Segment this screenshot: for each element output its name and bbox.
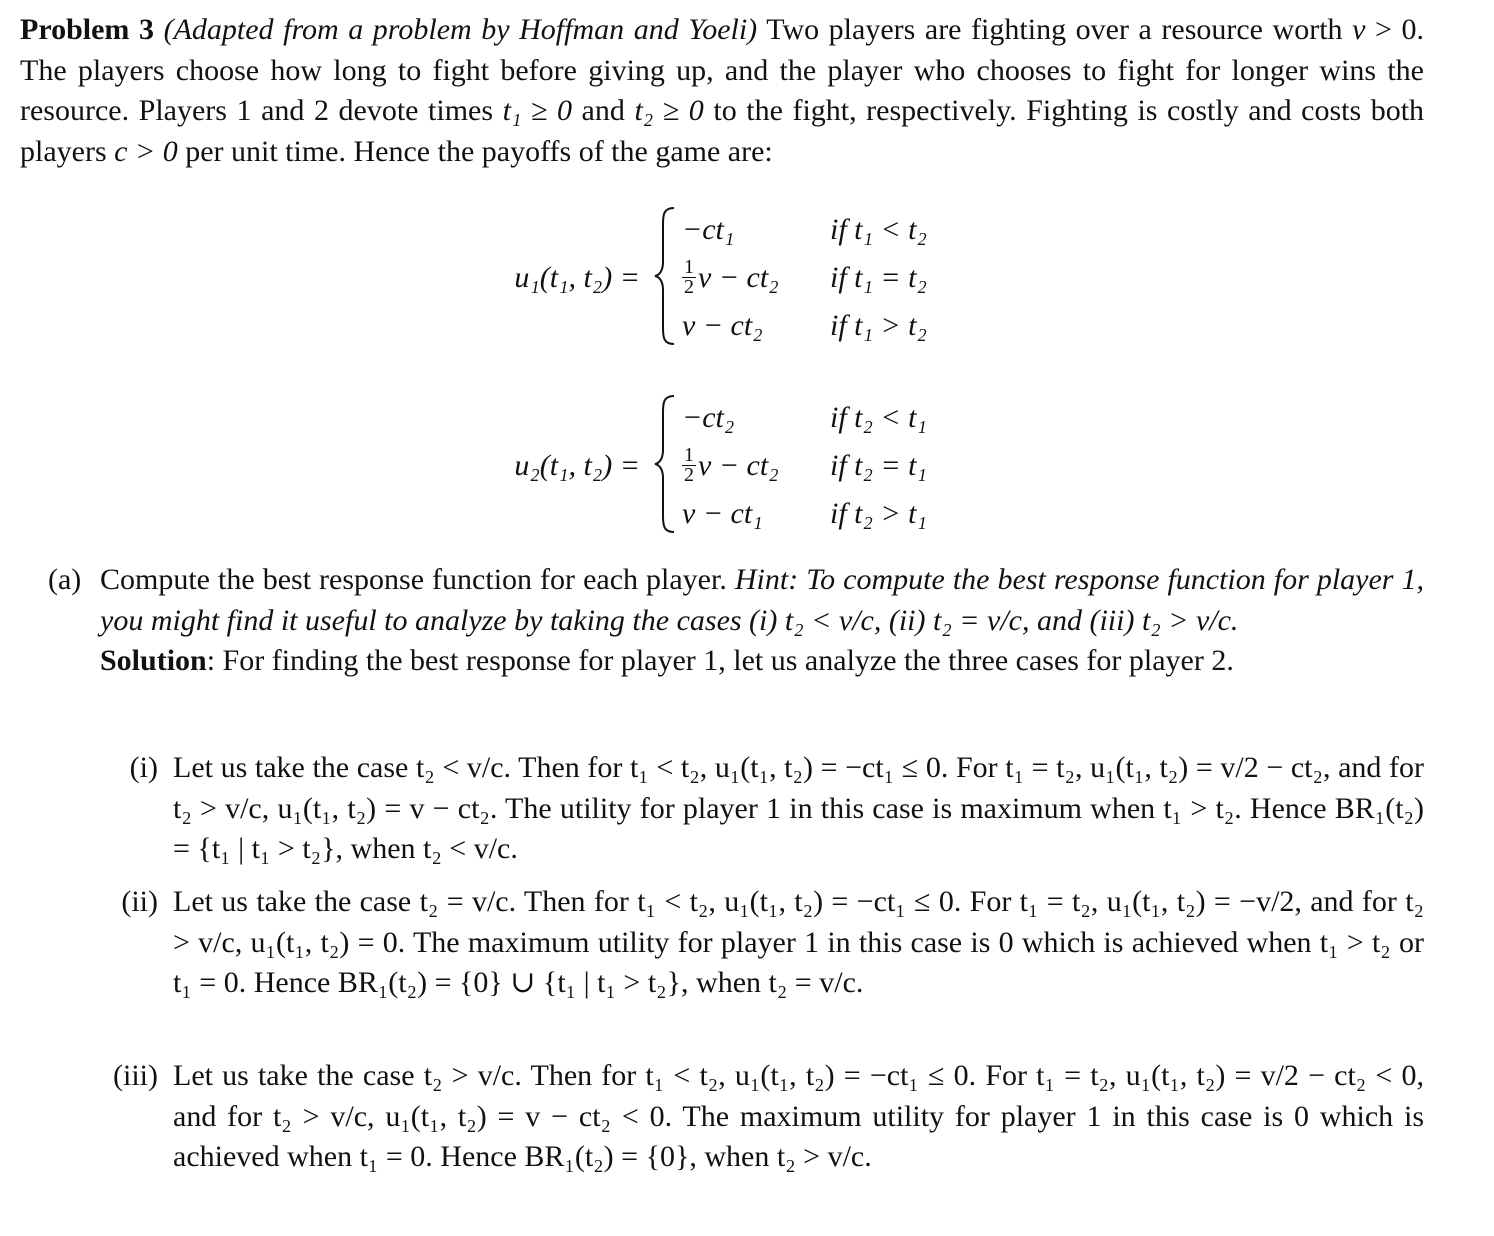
case-value: −ct₁ bbox=[682, 213, 735, 246]
part-a-label: (a) bbox=[48, 563, 82, 596]
hint-text: Hint: To compute the best response function for player 1, you might find it useful to analyze by taking the cases (i) t₂ < v/c, (ii) t₂ = v/c, and (iii) t₂ > v/c. bbox=[100, 563, 1424, 637]
case-condition: if t₂ = t₁ bbox=[830, 449, 927, 482]
question-text: Compute the best response function for each player. bbox=[100, 563, 727, 596]
math-c-gt: c > 0 bbox=[114, 134, 178, 168]
case-text: Let us take the case t₂ > v/c. Then for t₁ < t₂, u₁(t₁, t₂) = −ct₁ ≤ 0. For t₁ = t₂, u₁(t₁, t₂) = v/2 − ct₂ < 0, and for t₂ > v/c, u₁(t₁, t₂) = v − ct₂ < 0. The maximum utility for player 1 in this case is 0 which is achieved when t₁ = 0. Hence BR₁(t₂) = {0}, when t₂ > v/c. bbox=[173, 1059, 1424, 1174]
case-condition: if t₁ > t₂ bbox=[830, 309, 927, 342]
solution-label: Solution bbox=[100, 644, 207, 678]
intro-text-4: to the fight, respectively. Fighting is costly and costs both players bbox=[20, 94, 1425, 168]
left-brace-icon bbox=[654, 206, 676, 346]
case-value: v − ct₁ bbox=[682, 497, 763, 530]
case-value: v − ct₂ bbox=[682, 309, 763, 342]
payoff-u2-lhs: u₂(t₁, t₂) = bbox=[514, 449, 640, 482]
case-label: (ii) bbox=[121, 885, 158, 918]
half-fraction: $\frac{1}{2}$ bbox=[684, 255, 694, 298]
intro-text-5: per unit time. Hence the payoffs of the game are: bbox=[185, 134, 773, 168]
solution-text: : For finding the best response for player 1, let us analyze the three cases for player 2. bbox=[206, 644, 1234, 678]
problem-statement bbox=[20, 10, 1424, 172]
problem-paragraph bbox=[20, 10, 1424, 172]
case-condition: if t₁ = t₂ bbox=[830, 261, 927, 294]
case-condition: if t₂ > t₁ bbox=[830, 497, 927, 530]
payoff-u2-equation bbox=[0, 388, 1494, 538]
math-t2-ge: t₂ ≥ 0 bbox=[634, 94, 704, 128]
case-text: Let us take the case t₂ = v/c. Then for t₁ < t₂, u₁(t₁, t₂) = −ct₁ ≤ 0. For t₁ = t₂, u₁(t₁, t₂) = −v/2, and for t₂ > v/c, u₁(t₁, t₂) = 0. The maximum utility for player 1 in this case is 0 which is achieved when t₁ > t₂ or t₁ = 0. Hence BR₁(t₂) = {0} ∪ {t₁ | t₁ > t₂}, when t₂ = v/c. bbox=[173, 885, 1424, 1000]
case-value: $\frac{1}{2}$ v − ct₂ bbox=[684, 443, 779, 486]
half-fraction: $\frac{1}{2}$ bbox=[684, 443, 694, 486]
problem-source: (Adapted from a problem by Hoffman and Yoeli) bbox=[163, 13, 758, 46]
case-label: (i) bbox=[129, 751, 158, 784]
case-label: (iii) bbox=[113, 1059, 158, 1092]
math-v: v bbox=[1352, 13, 1366, 46]
intro-text-3: and bbox=[581, 94, 625, 128]
part-a-body bbox=[100, 560, 1424, 682]
payoff-u1-equation bbox=[0, 200, 1494, 350]
solution-intro bbox=[100, 641, 1424, 682]
case-value: $\frac{1}{2}$ v − ct₂ bbox=[684, 255, 779, 298]
intro-text-1: Two players are fighting over a resource worth bbox=[766, 13, 1343, 46]
problem-label: Problem 3 bbox=[20, 13, 154, 46]
case-condition: if t₂ < t₁ bbox=[830, 401, 927, 434]
part-a-question bbox=[100, 560, 1424, 641]
payoff-u1-lhs: u₁(t₁, t₂) = bbox=[514, 261, 640, 294]
case-text: Let us take the case t₂ < v/c. Then for t₁ < t₂, u₁(t₁, t₂) = −ct₁ ≤ 0. For t₁ = t₂, u₁(t₁, t₂) = v/2 − ct₂, and for t₂ > v/c, u₁(t₁, t₂) = v − ct₂. The utility for player 1 in this case is maximum when t₁ > t₂. Hence BR₁(t₂) = {t₁ | t₁ > t₂}, when t₂ < v/c. bbox=[173, 751, 1424, 866]
left-brace-icon bbox=[654, 394, 676, 534]
case-condition: if t₁ < t₂ bbox=[830, 213, 927, 246]
case-value: −ct₂ bbox=[682, 401, 735, 434]
math-t1-ge: t₁ ≥ 0 bbox=[502, 94, 572, 128]
intro-text-2: > 0. The players choose how long to fight before giving up, and the player who chooses to fight for longer wins the resource. Players 1 and 2 devote times bbox=[20, 13, 1425, 128]
